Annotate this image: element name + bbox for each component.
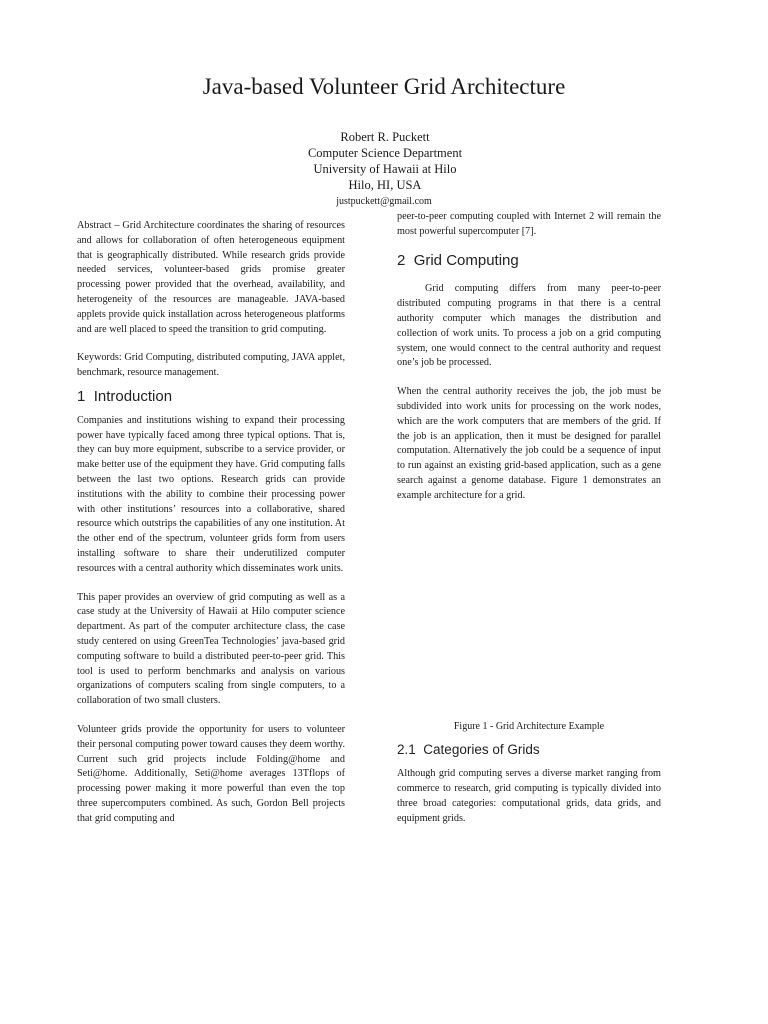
section-1-heading — [77, 387, 345, 405]
author-name: Robert R. Puckett — [340, 130, 430, 144]
section-2-heading — [397, 251, 661, 269]
intro-paragraph-2: This paper provides an overview of grid computing as well as a case study at the University of Hawaii at Hilo computer science department. As part of the computer architecture class, the case study centered on using GreenTea Technologies’ java-based grid computing software to build a distributed peer-to-peer grid. This tool is used to perform benchmarks and analysis on various organizations of computers scaling from single computers, to a collaboration of two small clusters. — [77, 591, 345, 707]
author-location: Hilo, HI, USA — [348, 178, 422, 192]
section-2-1-title: Categories of Grids — [423, 742, 540, 758]
author-block — [296, 129, 474, 193]
author-email: justpuckett@gmail.com — [336, 196, 432, 207]
section-1-title: Introduction — [93, 387, 173, 405]
section-2-number: 2 — [397, 251, 406, 269]
categories-paragraph: Although grid computing serves a diverse market ranging from commerce to research, grid computing is typically divided into three broad categories: computational grids, data grids, and equipment grids. — [397, 768, 661, 824]
section-2-title: Grid Computing — [413, 251, 519, 269]
figure-1-placeholder — [397, 504, 661, 720]
figure-1-caption: Figure 1 - Grid Architecture Example — [453, 720, 605, 732]
keywords: Keywords: Grid Computing, distributed computing, JAVA applet, benchmark, resource management. — [77, 352, 345, 379]
right-column — [397, 210, 661, 826]
grid-paragraph-1: Grid computing differs from many peer-to-peer distributed computing programs in that there is a central authority computer which manages the distribution and collection of work units. To process a job on a grid computing system, one would connect to the central authority and request one’s job be processed. — [397, 283, 661, 369]
section-2-1-heading — [397, 743, 661, 758]
abstract: Abstract – Grid Architecture coordinates the sharing of resources and allows for collaboration of often heterogeneous equipment that is geographically distributed. While research grids provide needed services, volunteer-based grids promise greater processing power provided that the overhead, availability, and heterogeneity of the resources are manageable. JAVA-based applets provide quick installation across heterogeneous platforms and are well placed to speed the transition to grid computing. — [77, 220, 345, 335]
grid-paragraph-2: When the central authority receives the job, the job must be subdivided into work units for processing on the work nodes, which are the work computers that are members of the grid. If the job is an application, then it must be designed for parallel computation. Alternatively the job could be a sequence of input to run against an existing grid-based application, such as a gene search against a genome database. Figure 1 demonstrates an example architecture for a grid. — [397, 386, 661, 501]
author-department: Computer Science Department — [307, 146, 463, 160]
continuation-text: peer-to-peer computing coupled with Internet 2 will remain the most powerful supercomputer [7]. — [397, 211, 661, 237]
author-university: University of Hawaii at Hilo — [313, 162, 457, 176]
intro-paragraph-3: Volunteer grids provide the opportunity for users to volunteer their personal computing power toward causes they deem worthy. Current such grid projects include Folding@home and Seti@home. Additionally, Seti@home averages 13Tflops of processing power making it more powerful than even the top three supercomputers combined. As such, Gordon Bell projects that grid computing and — [77, 723, 345, 824]
section-1-number: 1 — [77, 387, 86, 405]
paper-title: Java-based Volunteer Grid Architecture — [202, 74, 566, 99]
section-2-1-number: 2.1 — [397, 742, 416, 758]
left-column — [77, 219, 345, 826]
intro-paragraph-1: Companies and institutions wishing to expand their processing power have typically faced among three typical options. That is, they can buy more equipment, subscribe to a service provider, or make better use of the equipment they have. Grid computing falls between the last two options. Research grids can provide institutions with the ability to combine their processing power with other institutions’ resources into a collaborative, shared resource which outstrips the capabilities of any one institution. At the other end of the spectrum, volunteer grids form from users installing software to share their underutilized computer resources with a central authority which disseminates work units. — [77, 414, 345, 574]
